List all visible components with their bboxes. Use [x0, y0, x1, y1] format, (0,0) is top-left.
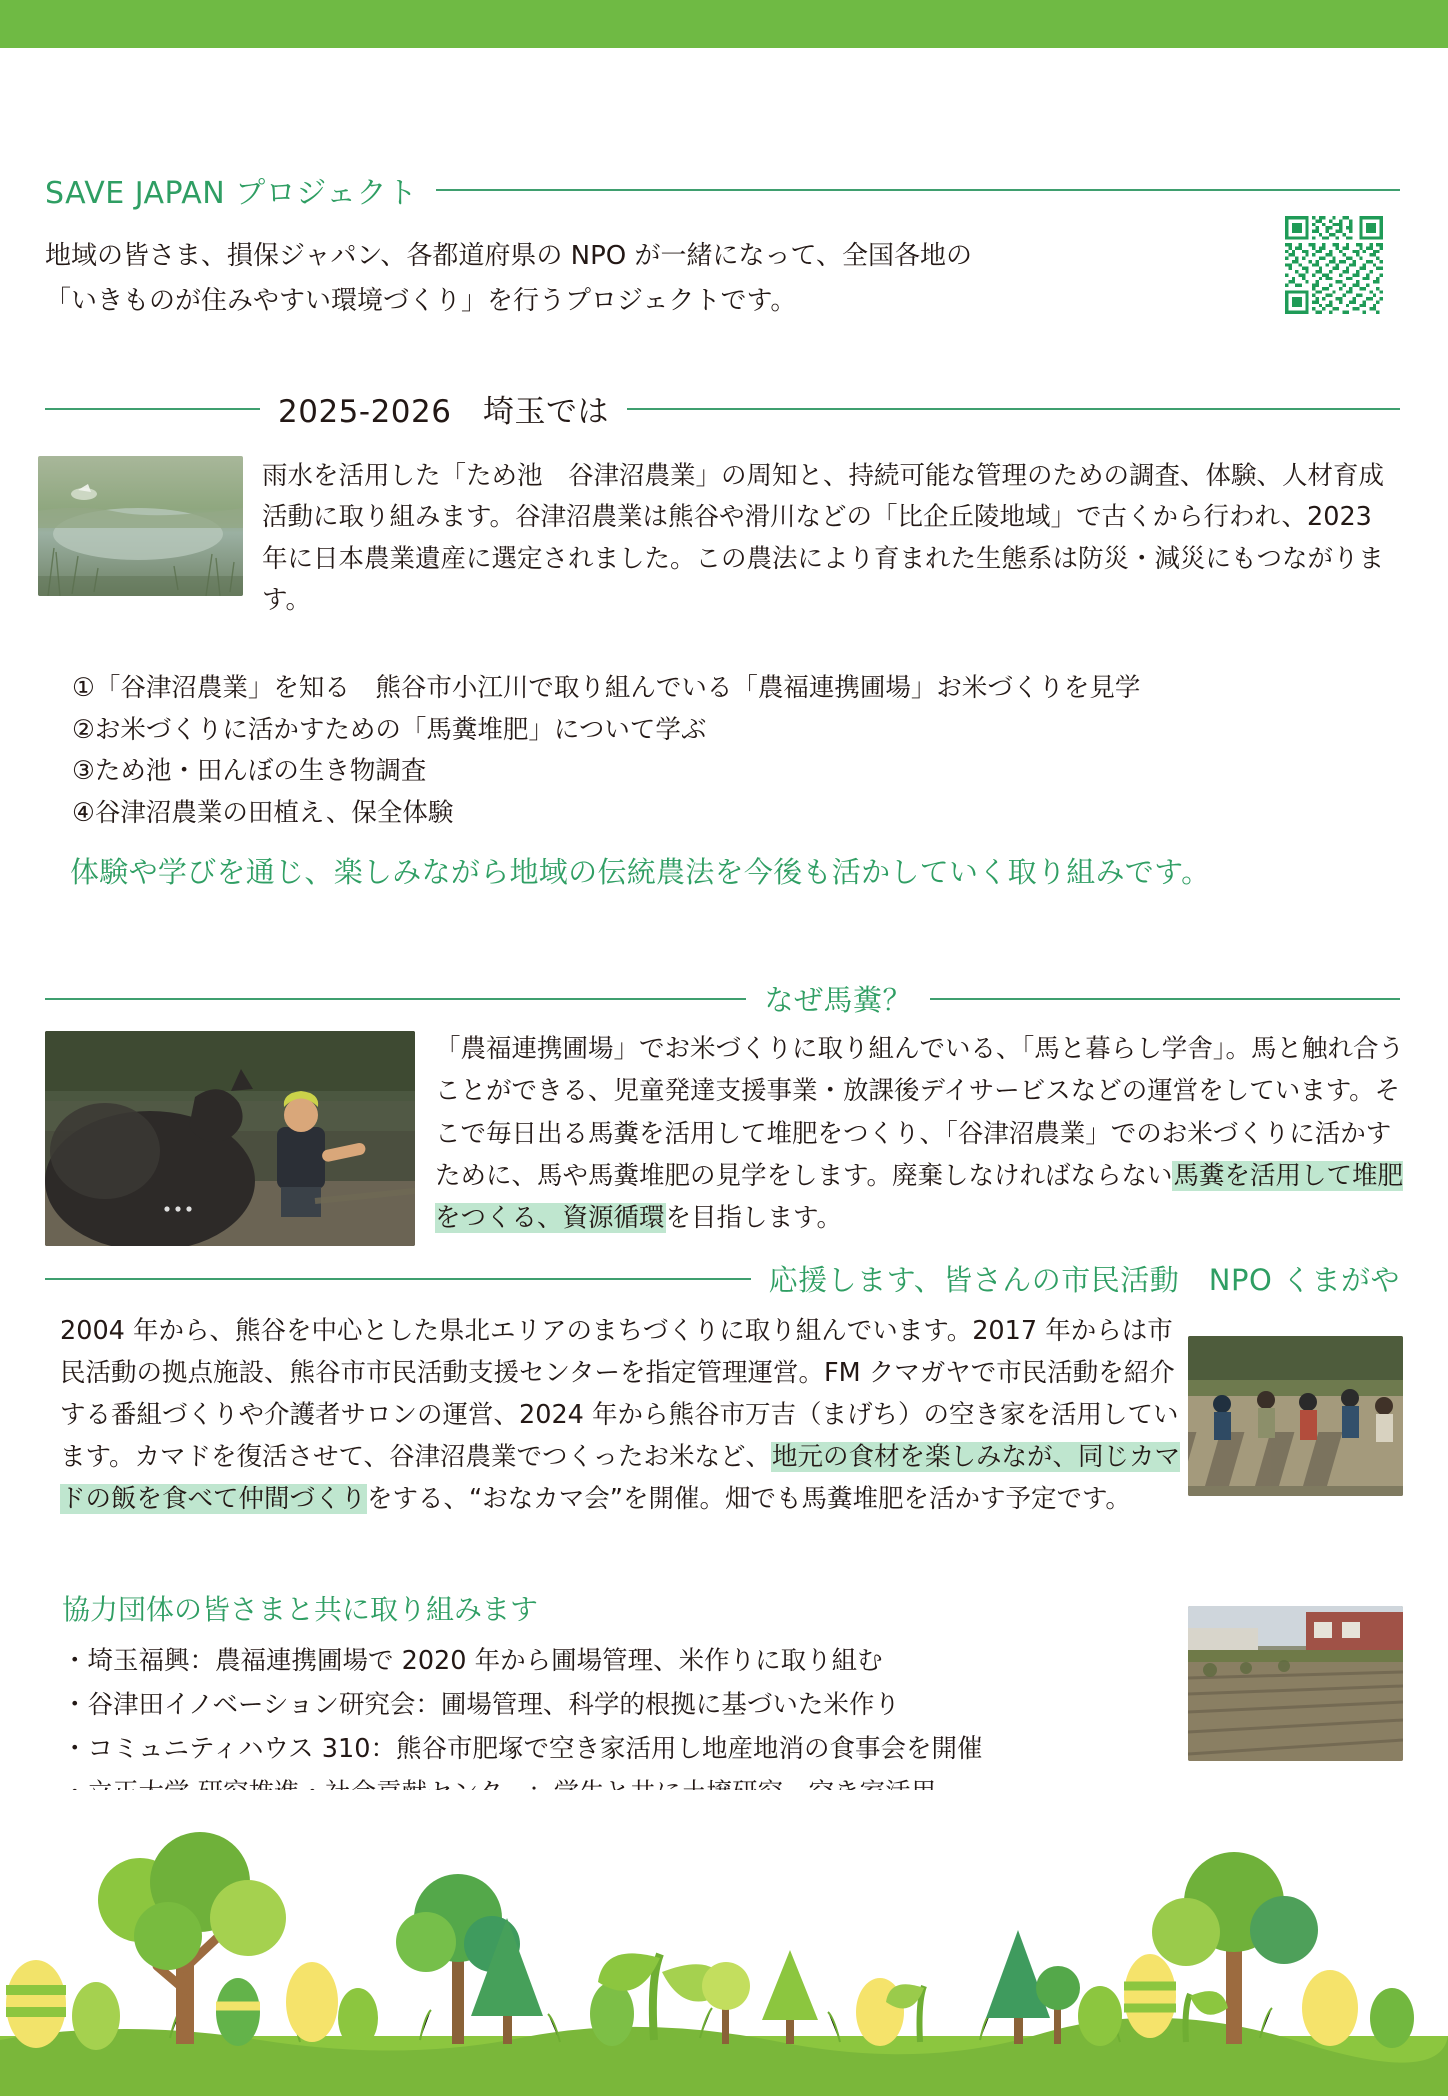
civic-activity-photo — [1188, 1336, 1403, 1496]
coop-section-heading: 協力団体の皆さまと共に取り組みます — [62, 1593, 539, 1626]
year-intro-text: 雨水を活用した「ため池 谷津沼農業」の周知と、持続可能な管理のための調査、体験、人材育成活動に取り組みます。谷津沼農業は熊谷や滑川などの「比企丘陵地域」で古くから行われ、2023 年に日本農業遺産に選定されました。この農法により育まれた生態系は防災・減災にもつながります。 — [262, 461, 1385, 615]
heading-rule-right — [627, 408, 1400, 410]
support-body-part2: をする、“おなカマ会”を開催。畑でも馬糞堆肥を活かす予定です。 — [367, 1484, 1131, 1515]
heading-rule-left — [45, 998, 746, 1000]
support-section-heading: 応援します、皆さんの市民活動 NPO くまがや — [768, 1263, 1400, 1297]
field-photo — [1188, 1606, 1403, 1761]
activity-list — [72, 668, 1392, 834]
list-item: ・谷津田イノベーション研究会：圃場管理、科学的根拠に基づいた米作り — [62, 1689, 900, 1720]
why-body-highlight: 馬糞を活用して堆肥をつくる、資源循環 — [435, 1160, 1403, 1234]
list-item: ①「谷津沼農業」を知る 熊谷市小江川で取り組んでいる「農福連携圃場」お米づくりを見学 — [72, 673, 1141, 703]
qr-code-icon — [1285, 216, 1383, 314]
list-item: ④谷津沼農業の田植え、保全体験 — [72, 797, 454, 828]
save-japan-body-line1: 地域の皆さま、損保ジャパン、各都道府県の NPO が一緒になって、全国各地の — [45, 241, 973, 271]
year-section-heading-row — [45, 386, 1400, 431]
why-body-part1: 「農福連携圃場」でお米づくりに取り組んでいる、「馬と暮らし学舎」。馬と触れ合うことができる、児童発達支援事業・放課後デイサービスなどの運営をしています。そこで毎日出る馬糞を活用して堆肥をつくり、「谷津沼農業」でのお米づくりに活かすために、馬や馬糞堆肥の見学をします。廃棄しなければならない — [435, 1034, 1405, 1191]
heading-rule-right — [930, 998, 1400, 1000]
footer-illustration — [0, 1790, 1448, 2096]
save-japan-heading-row — [45, 168, 1400, 212]
why-body-part2: を目指します。 — [665, 1203, 842, 1234]
why-section-heading: なぜ馬糞？ — [764, 983, 912, 1017]
list-item: ③ため池・田んぼの生き物調査 — [72, 756, 427, 787]
year-section-heading: 2025-2026 埼玉では — [278, 394, 609, 430]
top-green-bar — [0, 0, 1448, 48]
heading-rule — [436, 189, 1400, 191]
support-body-part1: 2004 年から、熊谷を中心とした県北エリアのまちづくりに取り組んでいます。2017 年からは市民活動の拠点施設、熊谷市市民活動支援センターを指定管理運営。FM クマガヤで市民活動を紹介する番組づくりや介護者サロンの運営、2024 年から熊谷市万吉（まげち）の空き家を活用しています。カマドを復活させて、谷津沼農業でつくったお米など、 — [60, 1316, 1179, 1473]
save-japan-body-line2: 「いきものが住みやすい環境づくり」を行うプロジェクトです。 — [45, 285, 797, 316]
heading-rule-left — [45, 408, 260, 410]
list-item: ②お米づくりに活かすための「馬糞堆肥」について学ぶ — [72, 714, 707, 745]
poster-page — [0, 48, 1448, 2048]
support-section-body — [60, 1310, 1180, 1520]
save-japan-heading: SAVE JAPAN プロジェクト — [45, 176, 418, 211]
list-item: ・埼玉福興：農福連携圃場で 2020 年から圃場管理、米作りに取り組む — [62, 1646, 883, 1676]
horse-photo — [45, 1031, 415, 1246]
support-section-heading-row — [45, 1258, 1400, 1299]
list-item: ・コミュニティハウス 310：熊谷市肥塚で空き家活用し地産地消の食事会を開催 — [62, 1733, 983, 1764]
year-closing-text: 体験や学びを通じ、楽しみながら地域の伝統農法を今後も活かしていく取り組みです。 — [70, 855, 1211, 889]
support-body-highlight: 地元の食材を楽しみなが、同じカマドの飯を食べて仲間づくり — [60, 1442, 1180, 1515]
why-section-heading-row — [45, 978, 1400, 1019]
pond-photo — [38, 456, 243, 596]
save-japan-section — [45, 168, 1400, 323]
save-japan-body — [45, 234, 1195, 323]
heading-rule-left — [45, 1278, 751, 1280]
why-section-body — [435, 1028, 1405, 1240]
